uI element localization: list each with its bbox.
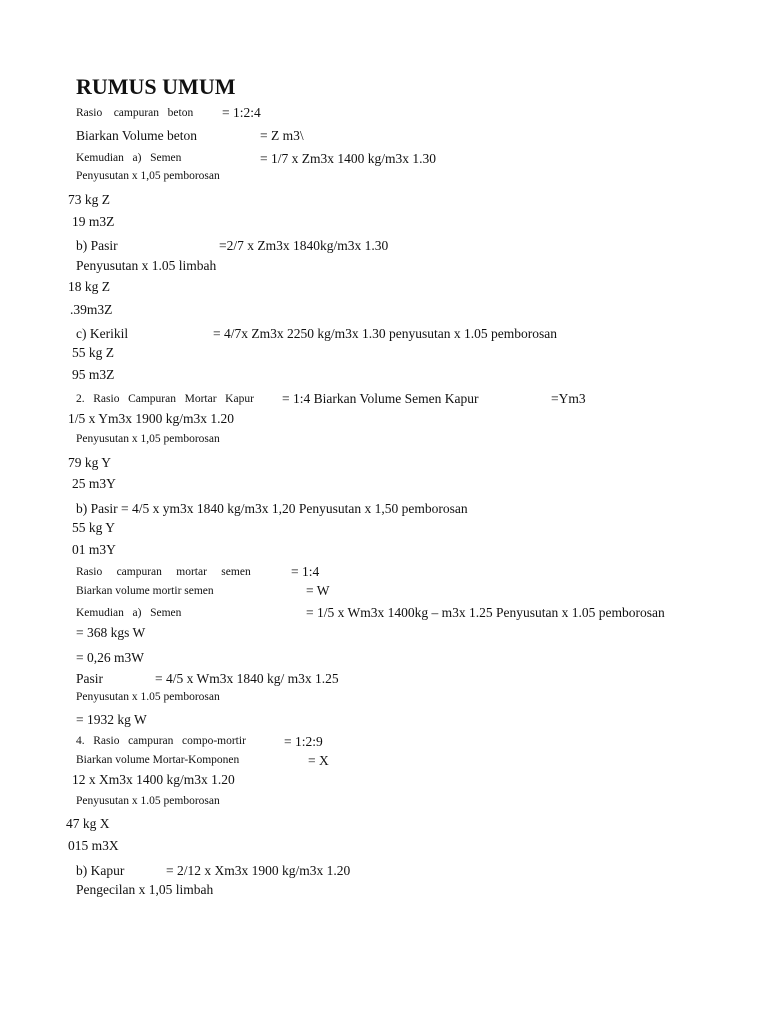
text-line: = Z m3\ [260,128,304,143]
text-line: = X [308,753,329,768]
text-line: Penyusutan x 1.05 pemborosan [76,691,220,703]
text-line: Penyusutan x 1,05 pemborosan [76,170,220,182]
text-line: = 1:4 Biarkan Volume Semen Kapur [282,391,479,406]
text-line: 12 x Xm3x 1400 kg/m3x 1.20 [72,772,235,787]
document-title: RUMUS UMUM [76,74,236,99]
text-line: Penyusutan x 1.05 limbah [76,258,217,273]
text-line: 25 m3Y [72,476,116,491]
text-line: c) Kerikil [76,326,129,341]
text-line: Biarkan Volume beton [76,128,197,143]
text-line: .39m3Z [70,302,113,317]
text-line: 47 kg X [66,816,110,831]
text-line: 55 kg Y [72,520,115,535]
text-line: = 1932 kg W [76,712,147,727]
text-line: = 4/5 x Wm3x 1840 kg/ m3x 1.25 [155,671,339,686]
text-line: b) Pasir = 4/5 x ym3x 1840 kg/m3x 1,20 Penyusutan x 1,50 pemborosan [76,501,468,516]
text-line: = 4/7x Zm3x 2250 kg/m3x 1.30 penyusutan x 1.05 pemborosan [213,326,557,341]
text-line: Kemudian a) Semen [76,607,182,619]
text-line: = W [306,583,330,598]
text-line: 95 m3Z [72,367,115,382]
text-line: b) Pasir [76,238,118,253]
text-line: 73 kg Z [68,192,110,207]
text-line: 4. Rasio campuran compo-mortir [76,735,246,747]
text-line: b) Kapur [76,863,125,878]
text-line: 55 kg Z [72,345,114,360]
text-line: =2/7 x Zm3x 1840kg/m3x 1.30 [219,238,389,253]
text-line: Biarkan volume mortir semen [76,585,214,597]
text-line: 2. Rasio Campuran Mortar Kapur [76,393,254,405]
text-line: 01 m3Y [72,542,116,557]
text-line: = 1:2:4 [222,105,261,120]
text-line: 015 m3X [68,838,119,853]
text-line: = 368 kgs W [76,625,146,640]
text-line: Biarkan volume Mortar-Komponen [76,754,240,766]
text-line: = 0,26 m3W [76,650,144,665]
text-line: 18 kg Z [68,279,110,294]
text-line: = 2/12 x Xm3x 1900 kg/m3x 1.20 [166,863,351,878]
text-line: 1/5 x Ym3x 1900 kg/m3x 1.20 [68,411,235,426]
text-line: 79 kg Y [68,455,111,470]
text-line: Rasio campuran mortar semen [76,566,251,578]
text-line: Pengecilan x 1,05 limbah [76,882,214,897]
text-line: 19 m3Z [72,214,115,229]
text-line: = 1/7 x Zm3x 1400 kg/m3x 1.30 [260,151,436,166]
text-line: = 1/5 x Wm3x 1400kg – m3x 1.25 Penyusutan x 1.05 pemborosan [306,605,665,620]
text-line: Penyusutan x 1,05 pemborosan [76,433,220,445]
text-line: Penyusutan x 1.05 pemborosan [76,795,220,807]
text-line: Kemudian a) Semen [76,152,182,164]
text-line: =Ym3 [551,391,586,406]
text-line: = 1:4 [291,564,320,579]
text-line: = 1:2:9 [284,734,323,749]
text-line: Pasir [76,671,103,686]
text-line: Rasio campuran beton [76,107,194,119]
